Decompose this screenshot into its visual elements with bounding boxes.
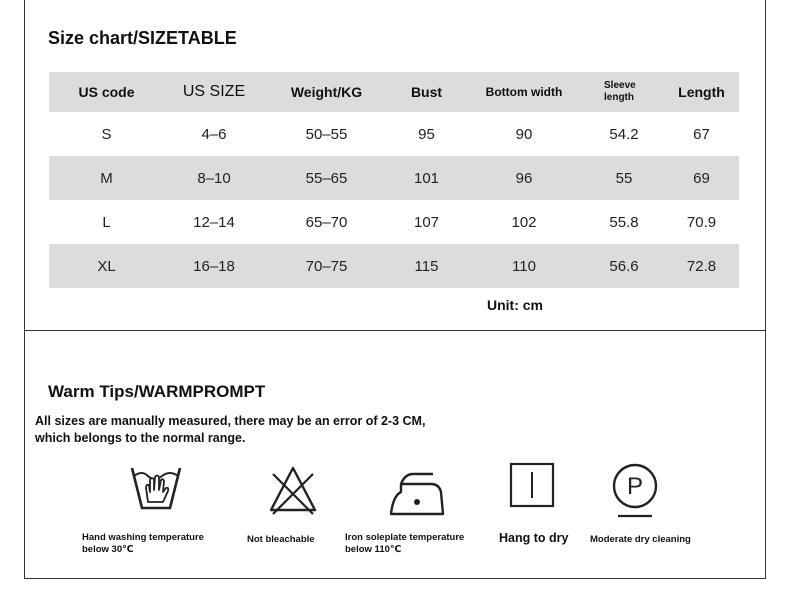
cell-us-code: M bbox=[100, 169, 113, 187]
cell-sleeve-length: 56.6 bbox=[609, 257, 639, 275]
hand-wash-icon bbox=[128, 462, 184, 518]
cell-weight: 55–65 bbox=[305, 169, 348, 187]
cell-us-code: L bbox=[102, 213, 111, 231]
cell-length: 72.8 bbox=[686, 257, 717, 275]
cell-length: 70.9 bbox=[686, 213, 717, 231]
cell-bottom-width: 96 bbox=[515, 169, 533, 187]
header-us-code: US code bbox=[78, 84, 135, 100]
warm-tips-title: Warm Tips/WARMPROMPT bbox=[48, 382, 266, 401]
cell-us-size: 4–6 bbox=[201, 125, 227, 143]
hang-dry-icon bbox=[509, 462, 555, 508]
cell-sleeve-length: 55 bbox=[615, 169, 633, 187]
care-label-text: Hand washing temperature below 30℃ bbox=[82, 532, 204, 555]
table-header-row bbox=[49, 72, 739, 112]
iron-label bbox=[345, 532, 464, 556]
header-length: Length bbox=[678, 84, 725, 100]
header-bottom-width: Bottom width bbox=[485, 85, 563, 99]
cell-us-code: S bbox=[101, 125, 112, 143]
header-sleeve-length bbox=[584, 72, 664, 112]
cell-us-code: XL bbox=[97, 257, 116, 275]
cell-sleeve-length: 55.8 bbox=[609, 213, 639, 231]
table-row bbox=[49, 200, 739, 244]
cell-us-size: 8–10 bbox=[197, 169, 231, 187]
cell-bust: 115 bbox=[414, 257, 439, 275]
dry-clean-icon bbox=[610, 462, 660, 520]
hang-dry-label: Hang to dry bbox=[499, 531, 569, 545]
no-bleach-icon bbox=[265, 462, 321, 518]
cell-sleeve-length: 54.2 bbox=[609, 125, 639, 143]
cell-bust: 101 bbox=[413, 169, 440, 187]
table-row bbox=[49, 244, 739, 288]
cell-length: 67 bbox=[693, 125, 710, 143]
header-us-size: US SIZE bbox=[182, 83, 246, 100]
size-chart-title: Size chart/SIZETABLE bbox=[48, 28, 237, 48]
cell-us-size: 16–18 bbox=[193, 257, 235, 275]
care-label-text: Iron soleplate temperature below 110℃ bbox=[345, 532, 465, 555]
cell-bottom-width: 110 bbox=[512, 257, 536, 275]
cell-weight: 50–55 bbox=[305, 125, 348, 143]
table-row bbox=[49, 112, 739, 156]
dry-clean-label: Moderate dry cleaning bbox=[590, 534, 691, 545]
cell-bust: 95 bbox=[418, 125, 435, 143]
measurement-note: All sizes are manually measured, there may be an error of 2-3 CM, which belongs to the normal range. bbox=[35, 414, 426, 445]
iron-icon bbox=[387, 462, 447, 518]
cell-weight: 70–75 bbox=[305, 257, 348, 275]
cell-weight: 65–70 bbox=[305, 213, 348, 231]
cell-bottom-width: 102 bbox=[511, 213, 537, 231]
header-bust: Bust bbox=[410, 84, 443, 100]
cell-us-size: 12–14 bbox=[193, 213, 235, 231]
cell-length: 69 bbox=[693, 169, 710, 187]
hand-wash-label bbox=[82, 532, 204, 556]
table-row bbox=[49, 156, 739, 200]
header-weight: Weight/KG bbox=[290, 84, 363, 100]
cell-bottom-width: 90 bbox=[515, 125, 533, 143]
cell-bust: 107 bbox=[413, 213, 440, 231]
size-table bbox=[49, 72, 739, 288]
unit-label: Unit: cm bbox=[487, 297, 543, 313]
no-bleach-label: Not bleachable bbox=[247, 534, 315, 545]
sleeve-length-header-text: Sleeve length bbox=[604, 80, 636, 103]
svg-text:P: P bbox=[626, 473, 644, 500]
